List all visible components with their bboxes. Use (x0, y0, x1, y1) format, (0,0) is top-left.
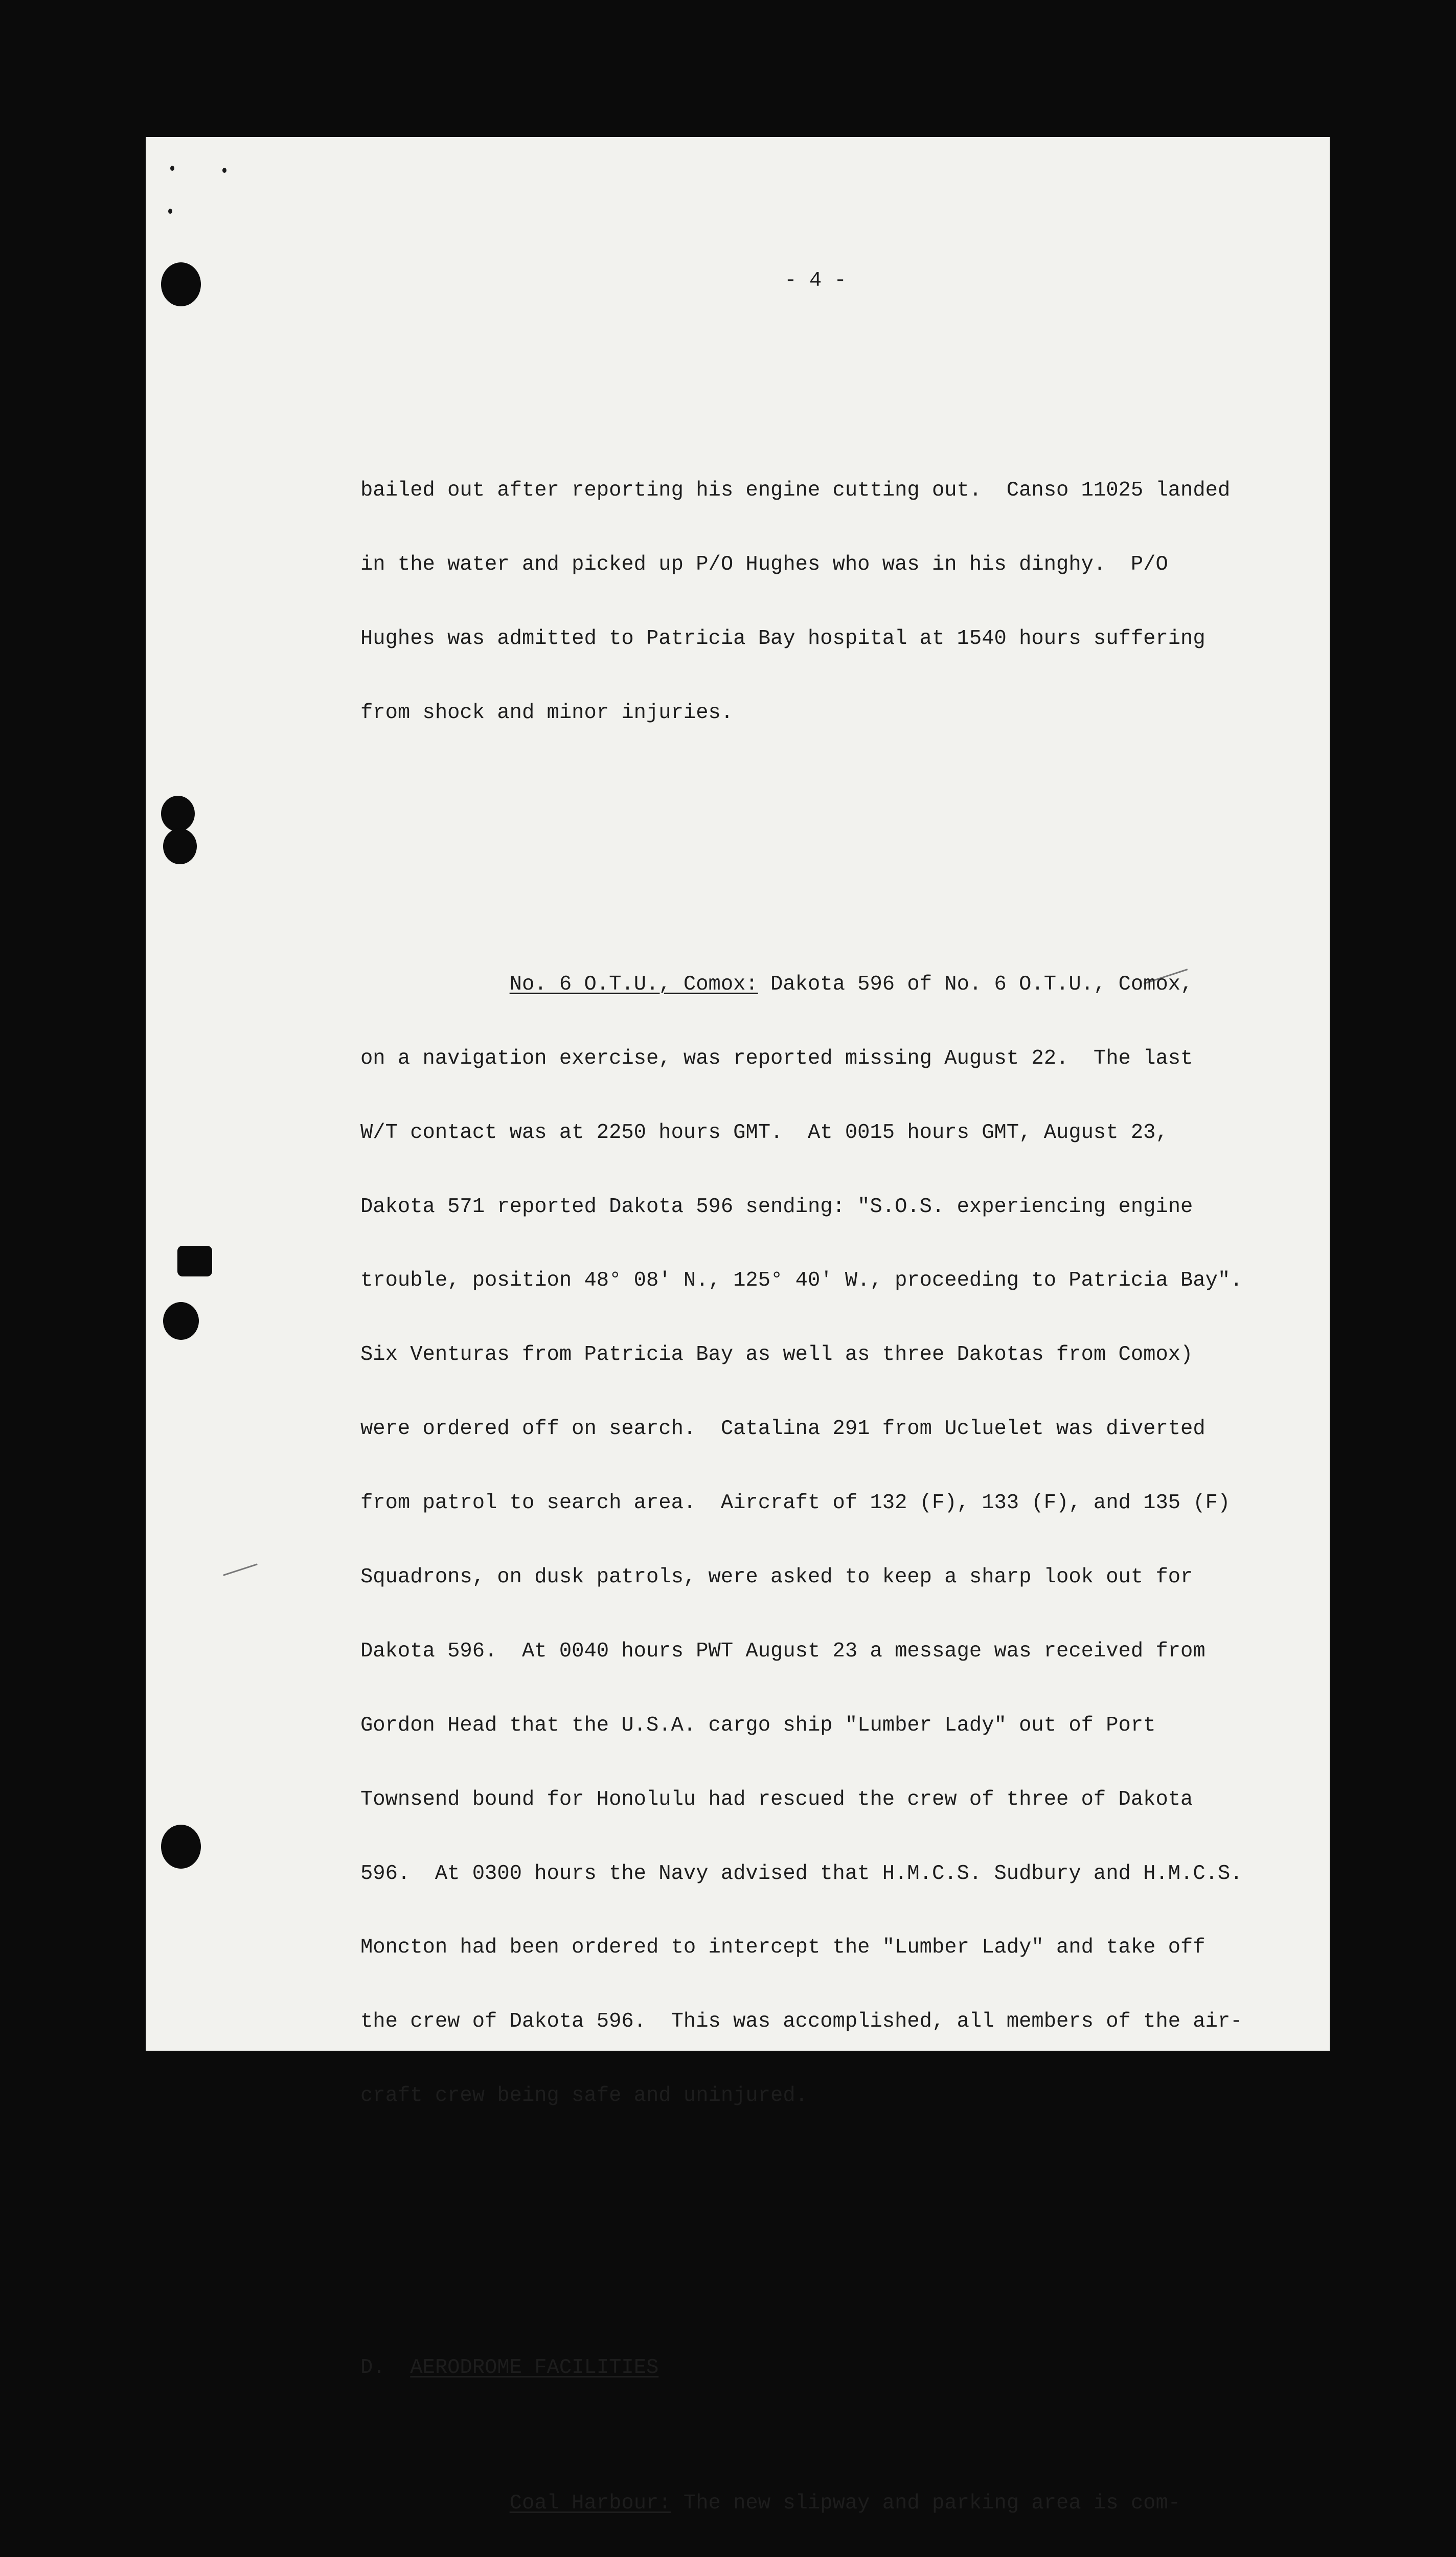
section-heading (360, 2356, 1270, 2380)
text-line: Townsend bound for Honolulu had rescued the crew of three of Dakota (360, 1787, 1193, 1811)
text-line: on a navigation exercise, was reported missing August 22. The last (360, 1046, 1193, 1070)
subheading: Coal Harbour: (509, 2492, 671, 2516)
subheading-comox: No. 6 O.T.U., Comox: (509, 972, 758, 996)
text-line: craft crew being safe and uninjured. (360, 2084, 808, 2108)
text-line: W/T contact was at 2250 hours GMT. At 0015 hours GMT, August 23, (360, 1120, 1168, 1145)
text-line (360, 2491, 1270, 2516)
punch-hole (163, 1302, 199, 1340)
text-run: Dakota 596 of No. 6 O.T.U., Comox, (758, 972, 1193, 996)
text-line: Dakota 571 reported Dakota 596 sending: "S.O.S. experiencing engine (360, 1195, 1193, 1219)
section-title: AERODROME FACILITIES (410, 2356, 659, 2380)
punch-hole (161, 1825, 201, 1869)
speck (222, 168, 226, 173)
pencil-mark (223, 1563, 258, 1576)
text-line: 596. At 0300 hours the Navy advised that H.M.C.S. Sudbury and H.M.C.S. (360, 1861, 1243, 1886)
document-body (360, 219, 1270, 2557)
section-letter: D. (360, 2356, 385, 2380)
speck (170, 166, 174, 171)
speck (168, 209, 172, 214)
document-page (146, 137, 1330, 2516)
page-number: - 4 - (784, 268, 847, 293)
dakota-paragraph (360, 923, 1270, 2158)
text-run: The new slipway and parking area is com- (671, 2492, 1181, 2516)
text-line: were ordered off on search. Catalina 291 from Ucluelet was diverted (360, 1417, 1205, 1441)
text-line: from patrol to search area. Aircraft of 132 (F), 133 (F), and 135 (F) (360, 1491, 1231, 1515)
text-line: Hughes was admitted to Patricia Bay hospital at 1540 hours suffering (360, 626, 1205, 651)
text-line: the crew of Dakota 596. This was accomplished, all members of the air- (360, 2010, 1243, 2034)
text-line: Squadrons, on dusk patrols, were asked to keep a sharp look out for (360, 1565, 1193, 1589)
text-line: Moncton had been ordered to intercept the "Lumber Lady" and take off (360, 1936, 1205, 1960)
text-line: in the water and picked up P/O Hughes who was in his dinghy. P/O (360, 552, 1168, 576)
text-line: Six Venturas from Patricia Bay as well as three Dakotas from Comox) (360, 1343, 1193, 1367)
text-line: from shock and minor injuries. (360, 701, 734, 725)
punch-hole (163, 828, 197, 864)
intro-paragraph (360, 429, 1270, 774)
text-line: trouble, position 48° 08' N., 125° 40' W., proceeding to Patricia Bay". (360, 1269, 1243, 1293)
section-d (360, 2306, 1270, 2557)
punch-hole (161, 262, 201, 306)
punch-hole (161, 796, 195, 832)
text-line: bailed out after reporting his engine cutting out. Canso 11025 landed (360, 478, 1231, 502)
text-line (360, 972, 1270, 997)
text-line: Dakota 596. At 0040 hours PWT August 23 a message was received from (360, 1639, 1205, 1663)
text-line: Gordon Head that the U.S.A. cargo ship "Lumber Lady" out of Port (360, 1713, 1156, 1737)
punch-hole (177, 1246, 212, 1276)
